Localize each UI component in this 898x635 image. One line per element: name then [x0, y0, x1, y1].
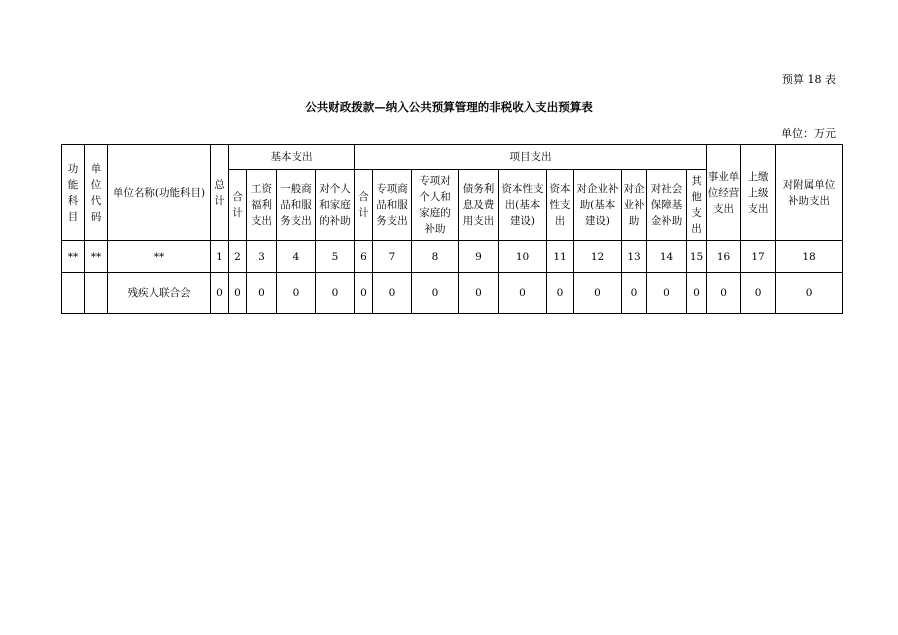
table-cell: 6 — [355, 241, 373, 273]
header-project-goods: 专项商 品和服 务支出 — [373, 170, 412, 241]
table-cell: 15 — [687, 241, 707, 273]
table-cell: 0 — [741, 273, 776, 314]
table-cell: 0 — [229, 273, 247, 314]
header-basic-group: 基本支出 — [229, 145, 355, 170]
unit-label: 单位：万元 — [781, 127, 836, 140]
table-cell: 17 — [741, 241, 776, 273]
header-unit-code: 单 位 代 码 — [85, 145, 108, 241]
table-cell: 13 — [622, 241, 647, 273]
header-project-enterprise-basic: 对企业补 助(基本 建设) — [574, 170, 622, 241]
table-cell: 0 — [622, 273, 647, 314]
header-basic-salary: 工资 福利 支出 — [247, 170, 277, 241]
table-row — [62, 273, 843, 314]
table-cell: 9 — [459, 241, 499, 273]
budget-table — [61, 144, 843, 314]
table-cell: 0 — [776, 273, 843, 314]
table-cell: 0 — [316, 273, 355, 314]
table-cell: 0 — [499, 273, 547, 314]
table-cell: 残疾人联合会 — [108, 273, 211, 314]
table-cell: ** — [85, 241, 108, 273]
table-cell: 0 — [247, 273, 277, 314]
table-cell: 14 — [647, 241, 687, 273]
table-cell: 4 — [277, 241, 316, 273]
header-project-debt: 债务利 息及费 用支出 — [459, 170, 499, 241]
table-cell: 0 — [707, 273, 741, 314]
table-cell: 0 — [647, 273, 687, 314]
table-cell: 5 — [316, 241, 355, 273]
table-cell: 0 — [211, 273, 229, 314]
header-project-total: 合 计 — [355, 170, 373, 241]
header-project-enterprise: 对企 业补 助 — [622, 170, 647, 241]
table-number: 预算 18 表 — [782, 73, 836, 86]
header-project-personal: 专项对 个人和 家庭的 补助 — [412, 170, 459, 241]
table-cell: 10 — [499, 241, 547, 273]
table-row — [62, 241, 843, 273]
table-cell: 7 — [373, 241, 412, 273]
table-cell: 0 — [277, 273, 316, 314]
table-cell: 16 — [707, 241, 741, 273]
header-unit-name: 单位名称(功能科目) — [108, 145, 211, 241]
header-project-other: 其 他 支 出 — [687, 170, 707, 241]
header-project-group: 项目支出 — [355, 145, 707, 170]
table-cell: 12 — [574, 241, 622, 273]
table-cell: 0 — [687, 273, 707, 314]
report-title: 公共财政拨款—纳入公共预算管理的非税收入支出预算表 — [305, 100, 593, 114]
header-sub-unit: 对附属单位 补助支出 — [776, 145, 843, 241]
table-cell: ** — [108, 241, 211, 273]
table-cell: 0 — [355, 273, 373, 314]
table-cell: 3 — [247, 241, 277, 273]
table-cell: 0 — [547, 273, 574, 314]
header-biz-unit: 事业单 位经营 支出 — [707, 145, 741, 241]
table-cell: 1 — [211, 241, 229, 273]
table-cell: ** — [62, 241, 85, 273]
table-cell: 11 — [547, 241, 574, 273]
header-basic-goods: 一般商 品和服 务支出 — [277, 170, 316, 241]
table-cell: 2 — [229, 241, 247, 273]
table-cell: 0 — [459, 273, 499, 314]
table-cell: 0 — [574, 273, 622, 314]
header-project-capital-basic: 资本性支 出(基本 建设) — [499, 170, 547, 241]
header-project-capital: 资本 性支 出 — [547, 170, 574, 241]
table-cell — [85, 273, 108, 314]
table-cell — [62, 273, 85, 314]
header-project-social: 对社会 保障基 金补助 — [647, 170, 687, 241]
header-func-subject: 功 能 科 目 — [62, 145, 85, 241]
header-total: 总 计 — [211, 145, 229, 241]
table-cell: 8 — [412, 241, 459, 273]
header-basic-personal: 对个人 和家庭 的补助 — [316, 170, 355, 241]
table-cell: 0 — [412, 273, 459, 314]
header-upper-pay: 上缴 上级 支出 — [741, 145, 776, 241]
table-cell: 0 — [373, 273, 412, 314]
table-cell: 18 — [776, 241, 843, 273]
header-basic-total: 合 计 — [229, 170, 247, 241]
